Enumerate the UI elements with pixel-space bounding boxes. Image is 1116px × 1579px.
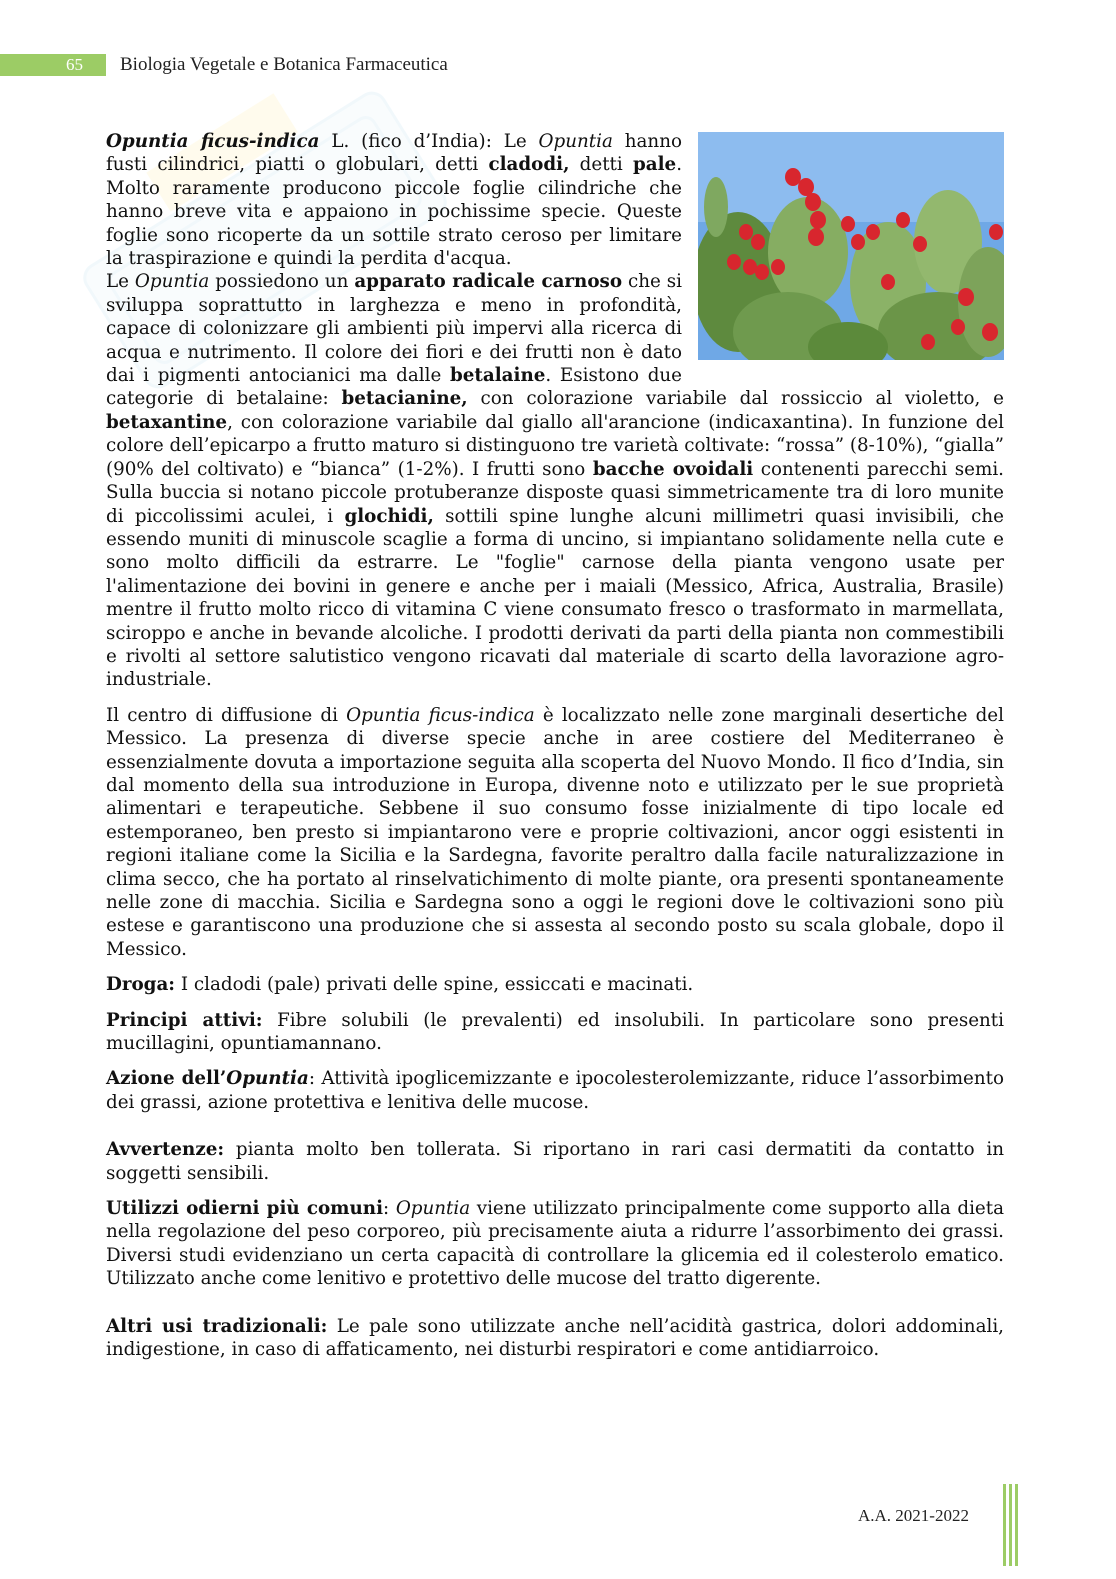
altri-usi-paragraph: Altri usi tradizionali: Le pale sono utilizzate anche nell’acidità gastrica, dolori addominali, indigestione, in caso di affaticamento, nei disturbi respiratori e come antidiarroico. (106, 1315, 1004, 1361)
principi-paragraph: Principi attivi: Fibre solubili (le prevalenti) ed insolubili. In particolare sono presenti mucillagini, opuntiamannano. (106, 1009, 1004, 1055)
avvertenze-paragraph: Avvertenze: pianta molto ben tollerata. Si riportano in rari casi dermatiti da contatto in soggetti sensibili. (106, 1139, 1004, 1184)
diffusion-paragraph: Il centro di diffusione di Opuntia ficus-indica è localizzato nelle zone marginali desertiche del Messico. La presenza di diverse specie anche in aree costiere del Mediterraneo è essenzialmente dovuta a importazione seguita alla scoperta del Nuovo Mondo. Il fico d’India, sin dal momento della sua introduzione in Europa, divenne noto e utilizzato per le sue proprietà alimentari e terapeutiche. Sebbene il suo consumo fosse inizialmente di tipo locale ed estemporaneo, ben presto si impiantarono vere e proprie coltivazioni, ancor oggi esistenti in regioni italiane come la Sicilia e la Sardegna, favorite peraltro dalla facile naturalizzazione in clima secco, che ha portato al rinselvatichimento di molte piante, ora presenti spontaneamente nelle zone di macchia. Sicilia e Sardegna sono a oggi le regioni dove le coltivazioni sono più estese e garantiscono una produzione che si assesta al secondo posto su scala globale, dopo il Messico. (106, 704, 1004, 960)
utilizzi-paragraph: Utilizzi odierni più comuni: Opuntia viene utilizzato principalmente come supporto alla dieta nella regolazione del peso corporeo, più precisamente aiuta a ridurre l’assorbimento dei grassi. Diversi studi evidenziano un certa capacità di controllare la glicemia ed il colesterolo ematico. Utilizzato anche come lenitivo e protettivo delle mucose del tratto digerente. (106, 1198, 1004, 1290)
footer-decoration (1002, 1484, 1018, 1566)
page-number: 65 (66, 55, 83, 74)
azione-paragraph: Azione dell’Opuntia: Attività ipoglicemizzante e ipocolesterolemizzante, riduce l’assorbimento dei grassi, azione protettiva e lenitiva delle mucose. (106, 1068, 1004, 1113)
droga-paragraph: Droga: I cladodi (pale) privati delle spine, essiccati e macinati. (106, 974, 694, 996)
academic-year: A.A. 2021-2022 (858, 1506, 969, 1525)
running-title: Biologia Vegetale e Botanica Farmaceutica (120, 54, 448, 75)
opuntia-photo (698, 132, 1004, 360)
intro-paragraph: Opuntia ficus-indica L. (fico d’India): Le Opuntia hanno fusti cilindrici, piatti o globulari, detti cladodi, detti pale. Molto raramente producono piccole foglie cilindriche che hanno breve vita e appaiono in pochissime specie. Queste foglie sono ricoperte da un sottile strato ceroso per limitare la traspirazione e quindi la perdita d'acqua. Le Opuntia possiedono un apparato radicale carnoso che si sviluppa soprattutto in larghezza e meno in profondità, capace di colonizzare gli ambienti più impervi alla ricerca di acqua e nutrimento. Il colore dei fiori e dei frutti non è dato dai i pigmenti antocianici ma dalle betalaine. Esistono due categorie di betalaine: betacianine, con colorazione variabile dal rossiccio al violetto, e betaxantine, con colorazione variabile dal giallo all'arancione (indicaxantina). In funzione del colore dell’epicarpo a frutto maturo si distinguono tre varietà coltivate: “rossa” (8-10%), “gialla” (90% del coltivato) e “bianca” (1-2%). I frutti sono bacche ovoidali contenenti parecchi semi. Sulla buccia si notano piccole protuberanze disposte quasi simmetricamente tra di loro munite di piccolissimi aculei, i glochidi, sottili spine lunghe alcuni millimetri quasi invisibili, che essendo muniti di minuscole scaglie a forma di uncino, si impiantano solidamente nella cute e sono molto difficili da estrarre. Le "foglie" carnose della pianta vengono usate per l'alimentazione dei bovini in genere e anche per i maiali (Messico, Africa, Australia, Brasile) mentre il frutto molto ricco di vitamina C viene consumato fresco o trasformato in marmellata, sciroppo e anche in bevande alcoliche. I prodotti derivati da parti della pianta non commestibili e rivolti al settore salutistico vengono ricavati dal materiale di scarto della lavorazione agro-industriale. (106, 131, 1004, 691)
page-body (106, 130, 1004, 1374)
